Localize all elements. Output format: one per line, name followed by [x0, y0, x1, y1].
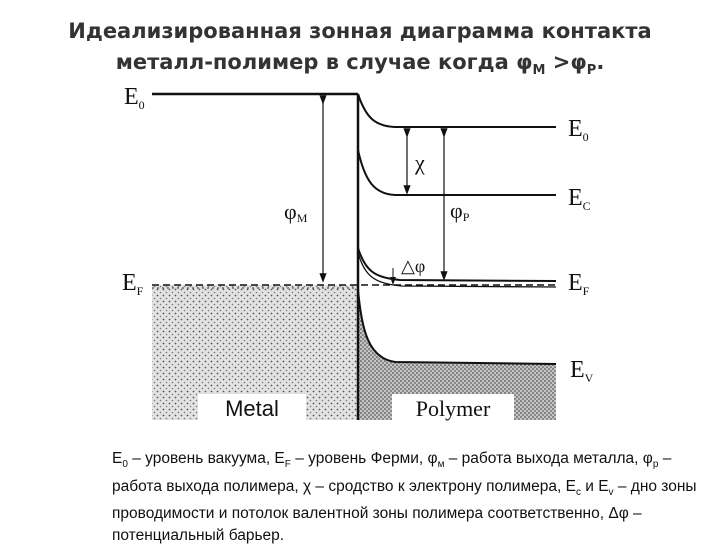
- label-ev: $E_V$: [570, 357, 594, 385]
- label-ef-right: $E_F$: [568, 270, 590, 298]
- title-line-1: Идеализированная зонная диаграмма контакта: [68, 19, 652, 43]
- polymer-fermi-level: [358, 248, 556, 281]
- label-ec: $E_C$: [568, 185, 591, 213]
- polymer-vacuum-level: [358, 94, 556, 127]
- valence-band-edge: [358, 290, 556, 364]
- label-e0-right: $E_0$: [568, 116, 589, 144]
- label-ef-left: $E_F$: [122, 270, 144, 298]
- title-line-2: металл-полимер в случае когда $\varphi_M >\varphi_P$.: [115, 50, 605, 79]
- polymer-label: Polymer: [415, 396, 491, 421]
- label-phi-p: φP: [450, 198, 470, 224]
- caption: $E_0$ – уровень вакуума, $E_F$ – уровень Ферми, $\varphi_м$ – работа выхода металла, $\varphi_р$ – работа выхода полимера, χ – сродство к электрону полимера, $E_c$ и $E_v$ – дно зоны проводимости и потолок валентной зоны полимера соответственно, Δφ – потенциальный барьер.: [112, 450, 697, 544]
- label-e0-left: $E_0$: [124, 84, 145, 112]
- label-delta-phi: △φ: [401, 256, 426, 276]
- label-phi-m: φM: [284, 199, 308, 225]
- label-chi: χ: [415, 150, 425, 175]
- conduction-band-edge: [358, 150, 556, 195]
- metal-label: Metal: [225, 396, 279, 421]
